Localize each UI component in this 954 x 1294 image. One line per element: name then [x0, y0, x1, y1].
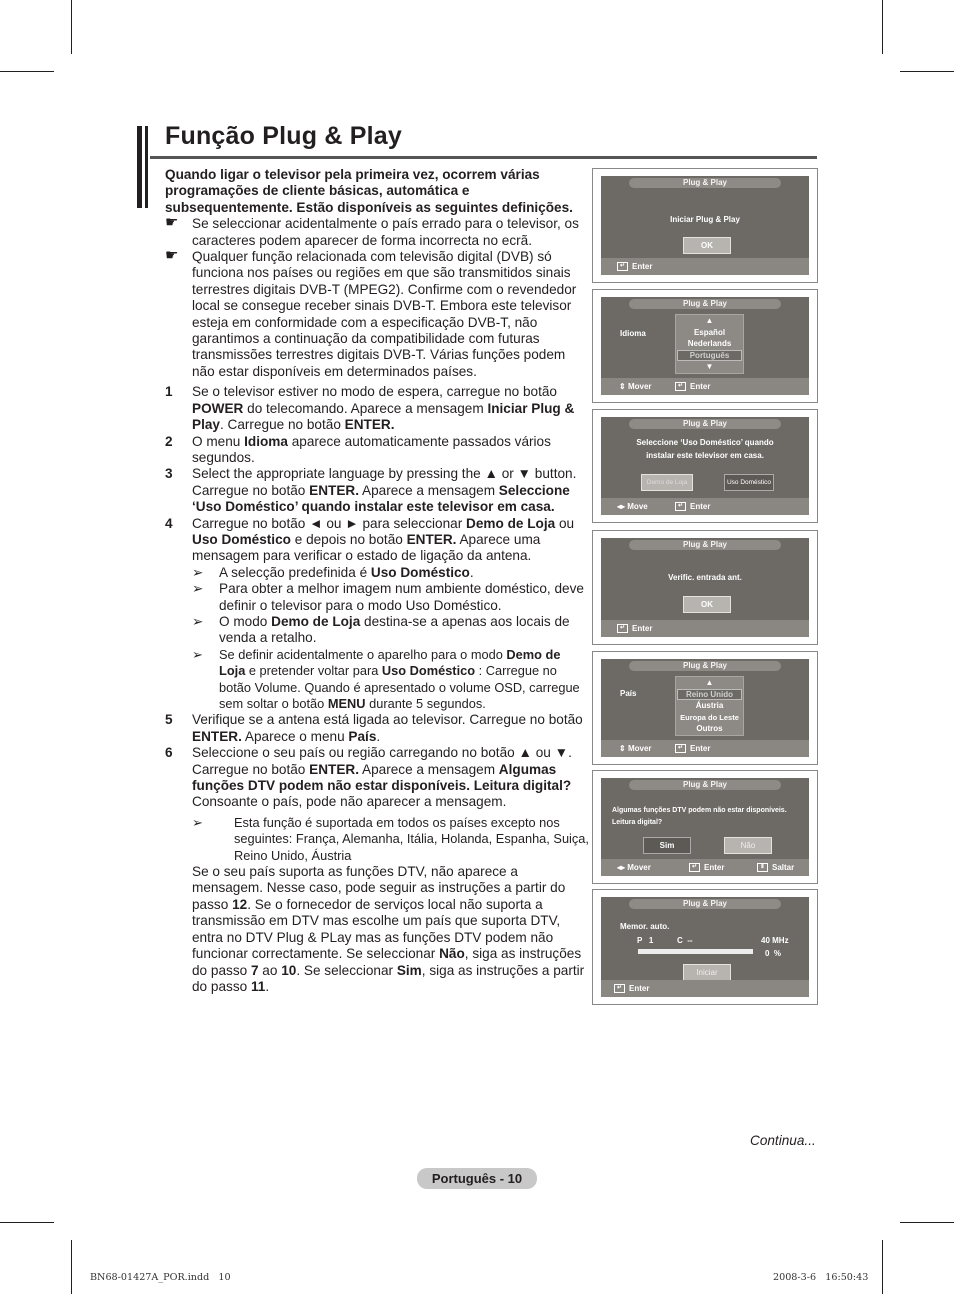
- title-divider: [150, 156, 817, 159]
- osd-footer: ⇕ Mover ↵ Enter: [601, 378, 809, 395]
- step-4: 4 Carregue no botão ◄ ou ► para seleccionar Demo de Loja ou Uso Doméstico e depois no botão ENTER. Aparece uma mensagem para verificar o estado de ligação da antena.: [165, 515, 575, 564]
- osd-message: Algumas funções DTV podem não estar disponíveis.: [612, 807, 787, 814]
- ok-button[interactable]: OK: [683, 237, 731, 254]
- note-item: ➢ A selecção predefinida é Uso Doméstico.: [192, 564, 474, 580]
- step-2: 2 O menu Idioma aparece automaticamente passados vários segundos.: [165, 433, 551, 465]
- osd-message: Verific. entrada ant.: [668, 573, 742, 582]
- enter-icon: ↵: [675, 382, 686, 391]
- osd-message: Seleccione ‘Uso Doméstico’ quando: [636, 438, 774, 447]
- osd-screenshot-memory: [592, 889, 818, 1005]
- enter-icon: ↵: [675, 502, 686, 511]
- list-item[interactable]: Áustria: [695, 701, 724, 710]
- frequency: 40 MHz: [761, 936, 789, 945]
- enter-icon: ↵: [675, 744, 686, 753]
- crop-mark: [900, 71, 954, 72]
- osd-screenshot-start: [592, 168, 818, 283]
- osd-screenshot-antenna: [592, 530, 818, 645]
- channel-number: C --: [677, 936, 693, 945]
- note-arrow-icon: ➢: [192, 646, 203, 662]
- country-label: País: [620, 689, 637, 698]
- intro-text: Quando ligar o televisor pela primeira vez, ocorrem várias programações de cliente básicas, automática e subsequentemente. Estão disponíveis as seguintes definições.: [165, 167, 573, 215]
- osd-screenshot-mode: [592, 409, 818, 523]
- osd-footer: ↵ Enter: [601, 620, 809, 637]
- osd-screenshot-country: [592, 651, 818, 765]
- demo-de-loja-button[interactable]: Demo de Loja: [641, 474, 693, 491]
- crop-mark: [882, 0, 883, 54]
- step-6: 6 Seleccione o seu país ou região carregando no botão ▲ ou ▼. Carregue no botão ENTER. Aparece a mensagem Algumas funções DTV podem não estar disponíveis. Leitura digital? Consoante o país, pode não aparecer a mensagem.: [165, 745, 572, 810]
- note-item: ➢ Esta função é suportada em todos os países excepto nos seguintes: França, Alemanha, Itália, Holanda, Espanha, Suiça, Reino Unido, Áustria: [192, 814, 589, 863]
- note-arrow-icon: ➢: [192, 814, 203, 830]
- step-3: 3 Select the appropriate language by pressing the ▲ or ▼ button. Carregue no botão ENTER. Aparece a mensagem Seleccione ‘Uso Doméstico’ quando instalar este televisor em casa.: [165, 466, 577, 515]
- step-5: 5 Verifique se a antena está ligada ao televisor. Carregue no botão ENTER. Aparece o menu País.: [165, 712, 583, 744]
- sim-button[interactable]: Sim: [643, 837, 691, 854]
- iniciar-button[interactable]: Iniciar: [683, 964, 731, 981]
- program-number: P 1: [637, 936, 654, 945]
- list-item-selected[interactable]: Português: [677, 350, 742, 362]
- leftright-arrow-icon: ◂▸: [617, 863, 628, 872]
- page-number: Português - 10: [417, 1168, 537, 1189]
- crop-mark: [71, 1240, 72, 1294]
- skip-icon: ⦀: [757, 863, 768, 872]
- language-label: Idioma: [620, 329, 646, 338]
- list-item-selected[interactable]: Reino Unido: [677, 689, 742, 701]
- osd-title: Plug & Play: [629, 899, 781, 909]
- up-arrow-icon: ▲: [705, 316, 714, 325]
- bullet-item: ☛ Se seleccionar acidentalmente o país errado para o televisor, os caracteres podem aparecer de forma incorrecta no ecrã.: [165, 214, 579, 248]
- progress-percent: 0 %: [765, 949, 782, 958]
- osd-footer: ◂▸ Move ↵ Enter: [601, 498, 809, 515]
- print-slug-date: 2008-3-6 16:50:43: [773, 1272, 869, 1283]
- osd-title: Plug & Play: [629, 178, 781, 188]
- note-item: ➢ Para obter a melhor imagem num ambiente doméstico, deve definir o televisor para o modo Uso Doméstico.: [192, 581, 584, 613]
- nao-button[interactable]: Não: [724, 837, 772, 854]
- osd-title: Plug & Play: [629, 661, 781, 671]
- osd-title: Plug & Play: [629, 540, 781, 550]
- osd-footer: ⇕ Mover ↵ Enter: [601, 740, 809, 757]
- print-slug-file: BN68-01427A_POR.indd 10: [90, 1272, 231, 1283]
- osd-title: Plug & Play: [629, 780, 781, 790]
- note-arrow-icon: ➢: [192, 613, 204, 629]
- ok-button[interactable]: OK: [683, 596, 731, 613]
- osd-footer: ↵ Enter: [601, 258, 809, 275]
- continue-note: Continua...: [750, 1133, 816, 1148]
- osd-screenshot-language: [592, 289, 818, 403]
- osd-title: Plug & Play: [629, 299, 781, 309]
- crop-mark: [0, 71, 54, 72]
- note-arrow-icon: ➢: [192, 564, 204, 580]
- bullet-item: ☛ Qualquer função relacionada com televisão digital (DVB) só funciona nos países ou regiões em que são transmitidos sinais terrestres digitais DVB-T (MPEG2). Confirme com o revendedor local se consegue receber sinais DVB-T. Embora este televisor esteja em conformidade com a especificação DVB-T, não garantimos a continuação da compatibilidade com futuras transmissões terrestres digitais DVB-T. Várias funções podem não estar disponíveis em determinados países.: [165, 247, 577, 379]
- osd-footer: ◂▸ Mover ↵ Enter ⦀ Saltar: [601, 859, 809, 876]
- crop-mark: [71, 0, 72, 54]
- down-arrow-icon: ▼: [705, 362, 714, 371]
- page-title: Função Plug & Play: [165, 122, 402, 150]
- list-item[interactable]: Español: [693, 327, 726, 337]
- osd-message: Leitura digital?: [612, 819, 663, 826]
- uso-domestico-button[interactable]: Uso Doméstico: [724, 474, 774, 491]
- list-item[interactable]: Outros: [696, 724, 723, 733]
- enter-icon: ↵: [617, 624, 628, 633]
- up-arrow-icon: ▲: [705, 678, 714, 687]
- list-item[interactable]: Europa do Leste: [680, 712, 739, 722]
- osd-screenshot-dtv: [592, 770, 818, 884]
- pointing-hand-icon: ☛: [165, 247, 179, 265]
- note-arrow-icon: ➢: [192, 581, 204, 597]
- enter-icon: ↵: [689, 863, 700, 872]
- memor-label: Memor. auto.: [620, 922, 670, 931]
- step-1: 1 Se o televisor estiver no modo de espera, carregue no botão POWER do telecomando. Aparece a mensagem Iniciar Plug & Play. Carregue no botão ENTER.: [165, 384, 575, 433]
- osd-title: Plug & Play: [629, 419, 781, 429]
- note-item: ➢ O modo Demo de Loja destina-se a apenas aos locais de venda a retalho.: [192, 613, 570, 646]
- osd-message: instalar este televisor em casa.: [646, 451, 764, 460]
- updown-arrow-icon: ⇕: [619, 744, 628, 753]
- main-text: [165, 167, 590, 995]
- crop-mark: [882, 1240, 883, 1294]
- enter-icon: ↵: [614, 984, 625, 993]
- list-item[interactable]: Nederlands: [687, 339, 732, 348]
- country-list[interactable]: [675, 676, 744, 736]
- leftright-arrow-icon: ◂▸: [617, 502, 628, 511]
- osd-message: Iniciar Plug & Play: [670, 215, 740, 224]
- pointing-hand-icon: ☛: [165, 214, 179, 232]
- note-item: ➢ Se definir acidentalmente o aparelho para o modo Demo de Loja e pretender voltar para Uso Doméstico : Carregue no botão Volume. Quando é apresentado o volume OSD, carregue sem soltar o botão MENU durante 5 segundos.: [192, 646, 580, 711]
- updown-arrow-icon: ⇕: [619, 382, 628, 391]
- language-list[interactable]: [675, 314, 744, 374]
- progress-bar: [638, 949, 753, 954]
- enter-icon: ↵: [617, 262, 628, 271]
- step-6-details: Se o seu país suporta as funções DTV, não aparece a mensagem. Nesse caso, pode seguir as instruções a partir do passo 12. Se o fornecedor de serviços local não suporta a transmissão em DTV mas escolhe um país que suporta DTV, entra no DTV Plug & PLay mas as funções DTV podem não funcionar correctamente. Se seleccionar Não, siga as instruções do passo 7 ao 10. Se seleccionar Sim, siga as instruções a partir do passo 11.: [192, 864, 585, 994]
- crop-mark: [0, 1222, 54, 1223]
- crop-mark: [900, 1222, 954, 1223]
- osd-footer: ↵ Enter: [601, 980, 809, 997]
